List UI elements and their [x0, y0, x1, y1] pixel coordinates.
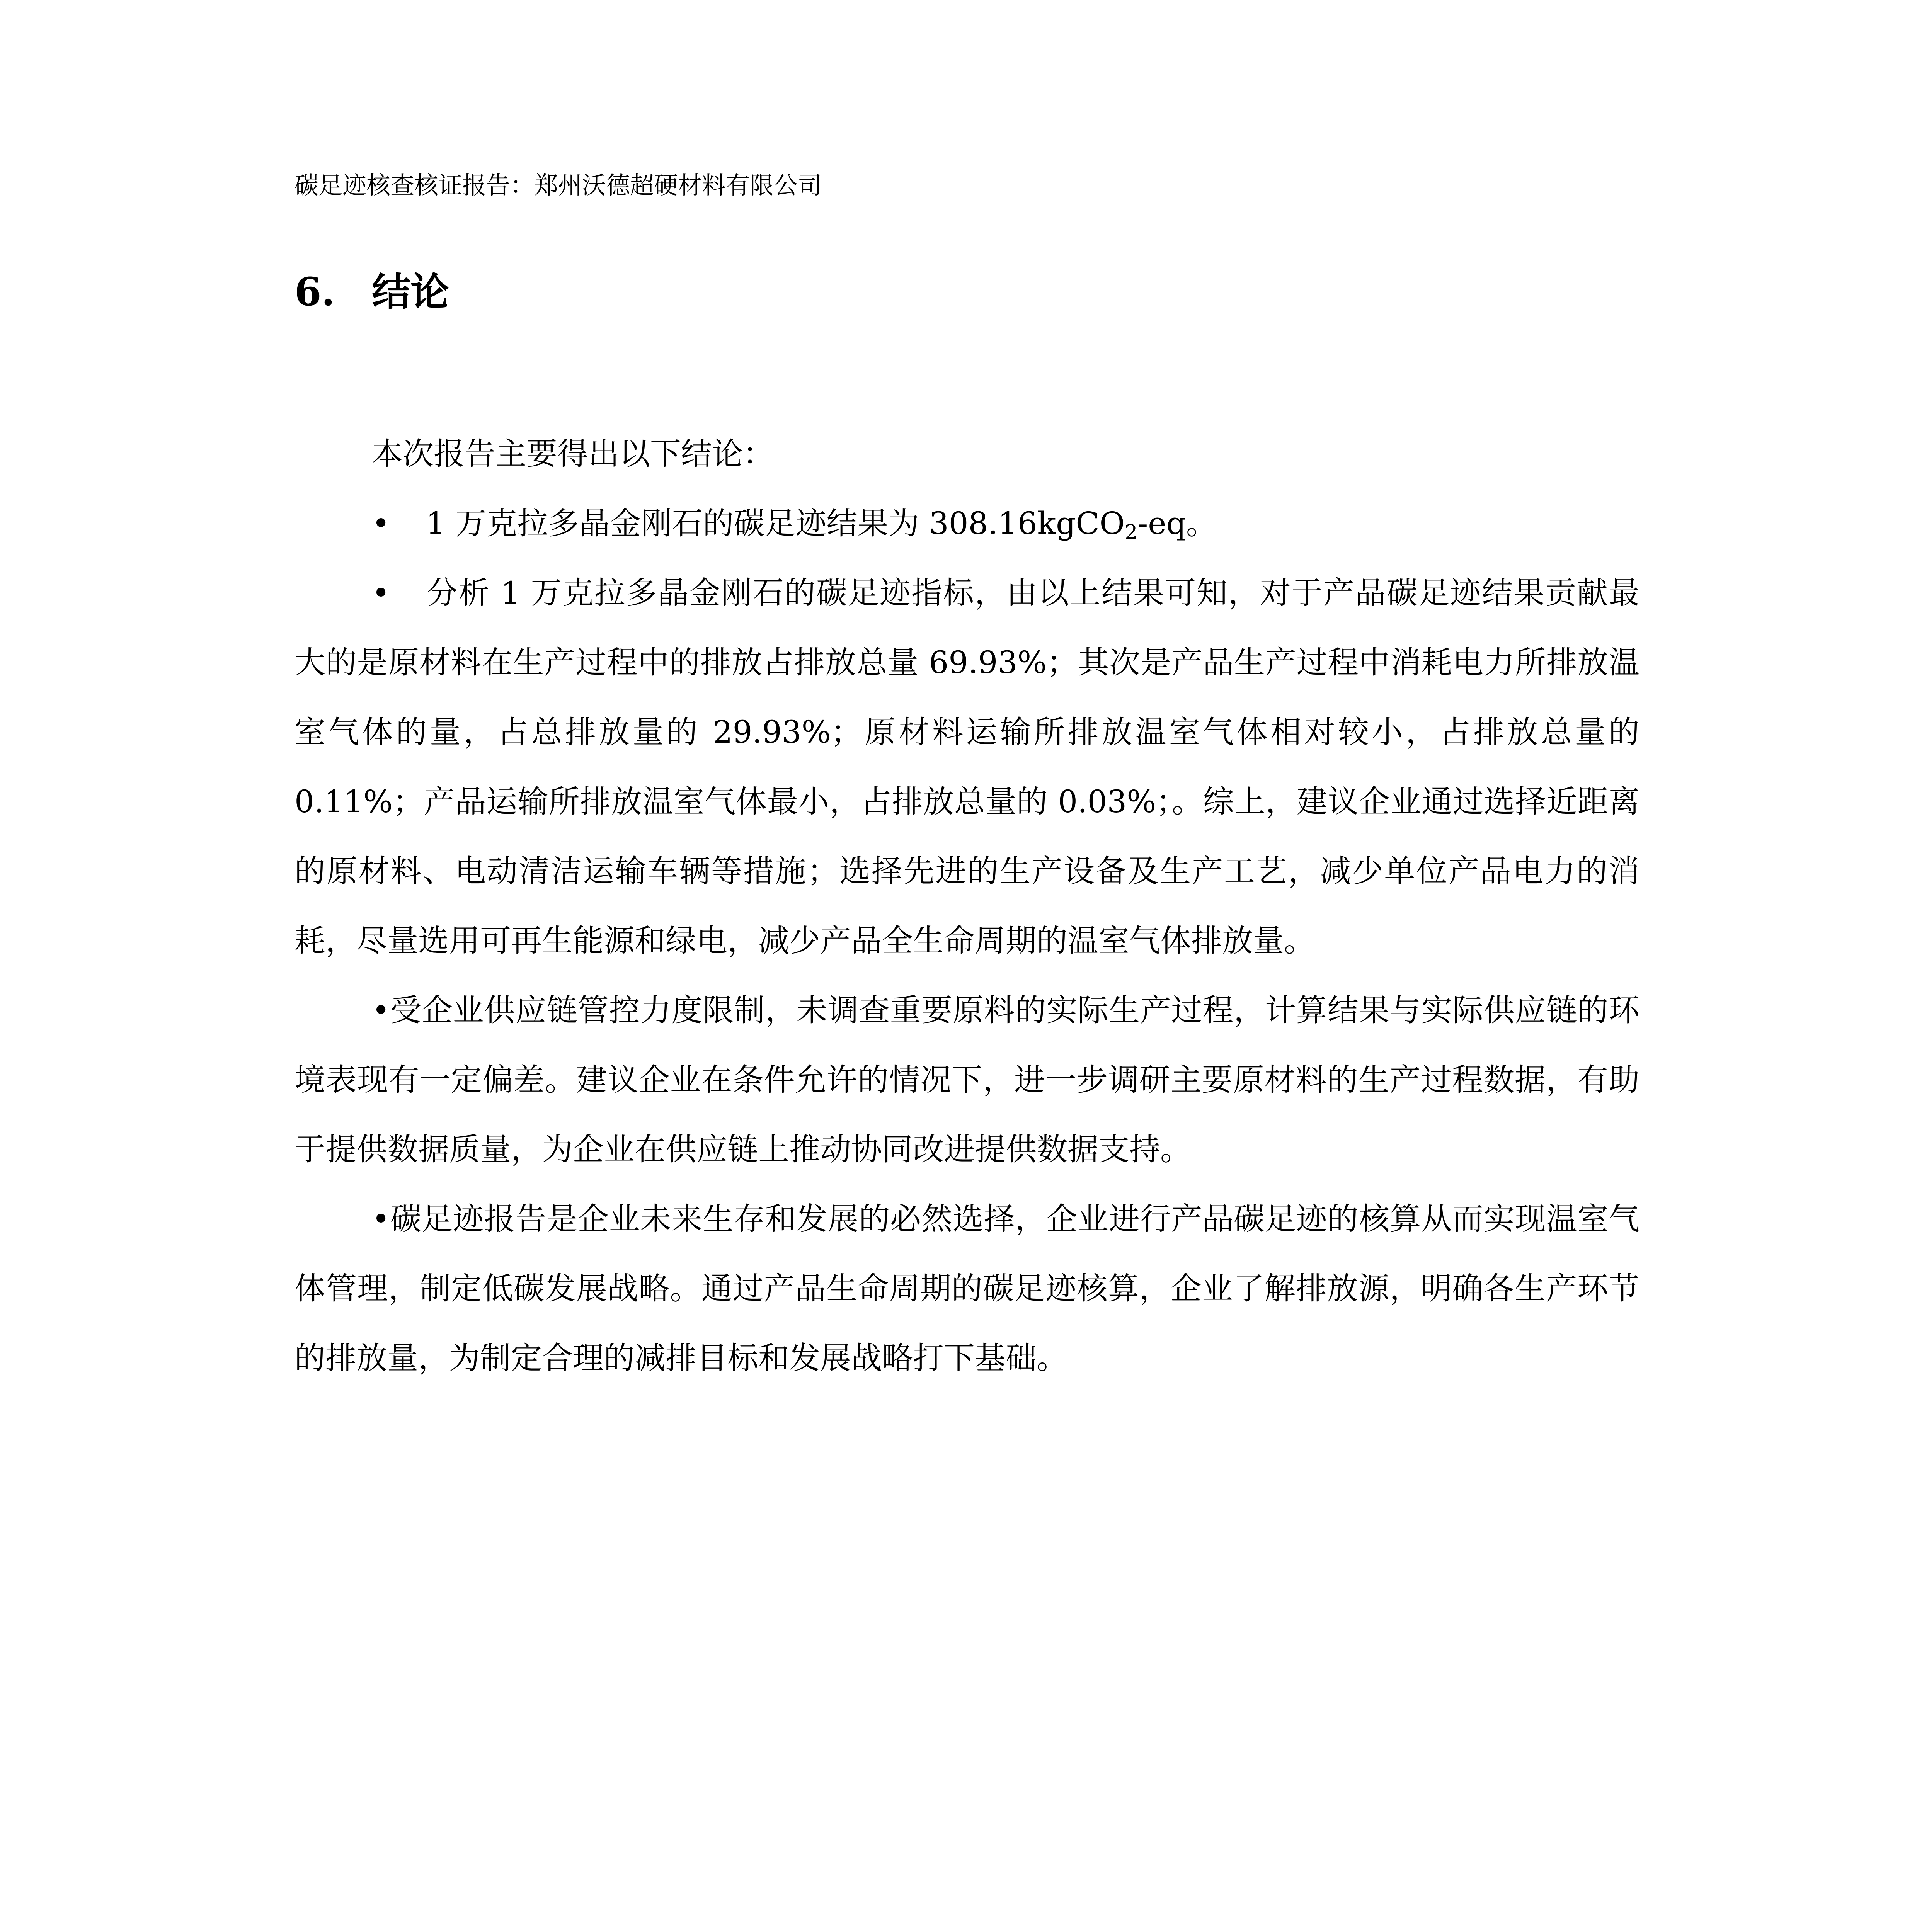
- result-suffix: -eq。: [1137, 505, 1217, 541]
- page-header: 碳足迹核查核证报告：郑州沃德超硬材料有限公司: [295, 171, 822, 199]
- result-subscript: 2: [1125, 521, 1138, 544]
- strategy-paragraph: •碳足迹报告是企业未来生存和发展的必然选择，企业进行产品碳足迹的核算从而实现温室气体管理，制定低碳发展战略。通过产品生命周期的碳足迹核算，企业了解排放源，明确各生产环节的排放量，为制定合理的减排目标和发展战略打下基础。: [295, 1201, 1639, 1376]
- analysis-text: 分析 1 万克拉多晶金刚石的碳足迹指标，由以上结果可知，对于产品碳足迹结果贡献最大的是原材料在生产过程中的排放占排放总量 69.93%；其次是产品生产过程中消耗电力所排放温室气体的量，占总排放量的 29.93%；原材料运输所排放温室气体相对较小，占排放总量的 0.11%；产品运输所排放温室气体最小，占排放总量的 0.03%；。综上，建议企业通过选择近距离的原材料、电动清洁运输车辆等措施；选择先进的生产设备及生产工艺，减少单位产品电力的消耗，尽量选用可再生能源和绿电，减少产品全生命周期的温室气体排放量。: [295, 575, 1639, 959]
- bullet-icon: •: [372, 575, 390, 611]
- intro-paragraph: 本次报告主要得出以下结论：: [372, 436, 774, 472]
- section-heading: [295, 267, 449, 317]
- section-title: 结论: [372, 269, 449, 315]
- bullet-icon: •: [372, 505, 390, 541]
- analysis-paragraph: [295, 558, 1639, 976]
- section-number: 6.: [295, 269, 335, 315]
- result-paragraph: [295, 489, 1639, 558]
- result-text: 1 万克拉多晶金刚石的碳足迹结果为 308.16kgCO: [426, 505, 1125, 541]
- supply-chain-paragraph: •受企业供应链管控力度限制，未调查重要原料的实际生产过程，计算结果与实际供应链的环境表现有一定偏差。建议企业在条件允许的情况下，进一步调研主要原材料的生产过程数据，有助于提供数据质量，为企业在供应链上推动协同改进提供数据支持。: [295, 992, 1639, 1167]
- conclusion-body: [295, 419, 1639, 1393]
